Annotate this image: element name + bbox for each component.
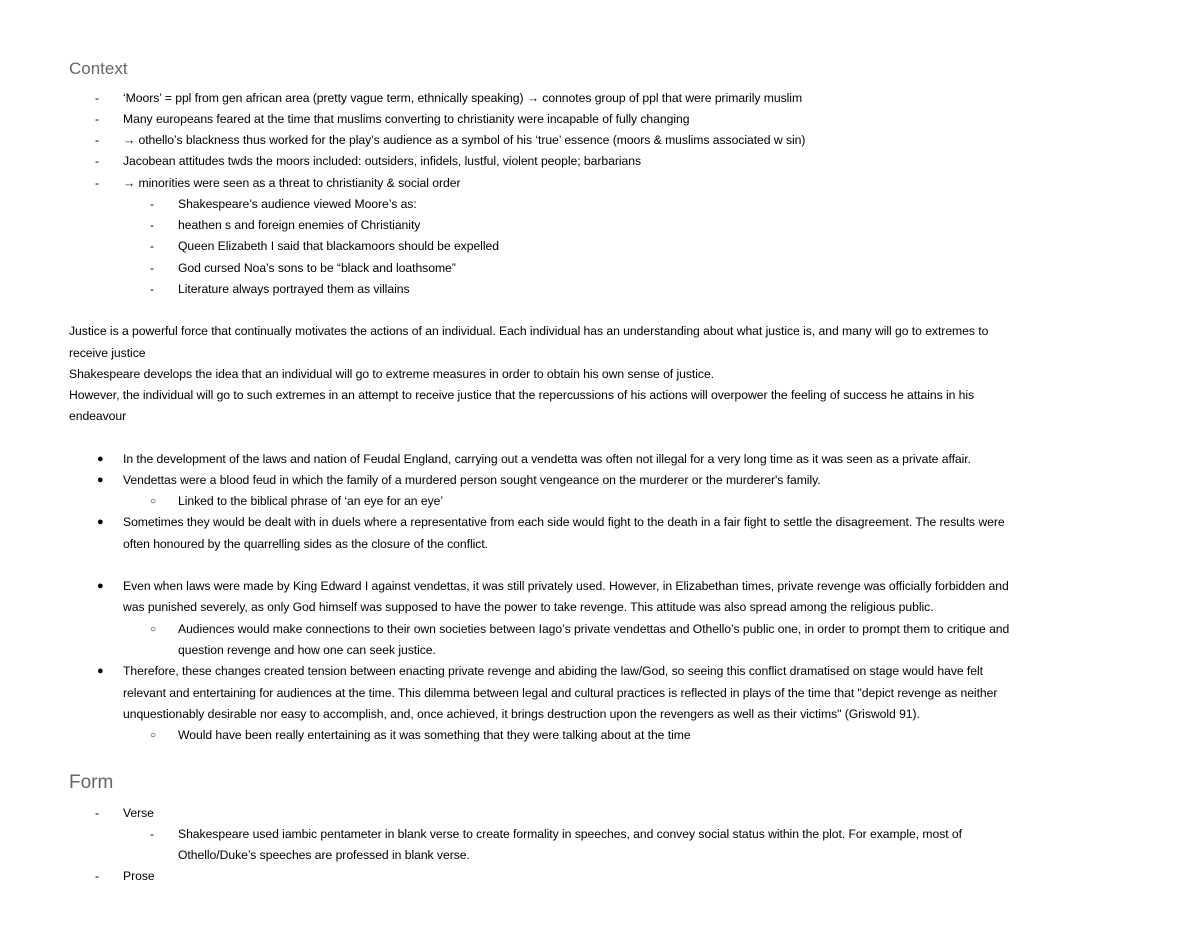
vendetta-bullet-edward-cont: was punished severely, as only God himself was supposed to have the power to take revenge. This attitude was also spread among the religious public. bbox=[123, 600, 934, 614]
dash-marker: - bbox=[95, 154, 99, 168]
vendetta-bullet-tension-cont: relevant and entertaining for audiences at the time. This dilemma between legal and cultural practices is reflected in plays of the time that "depict revenge as neither bbox=[123, 686, 998, 700]
context-subitem-heathens: heathen s and foreign enemies of Christianity bbox=[178, 218, 421, 232]
dash-marker: - bbox=[95, 869, 99, 883]
vendetta-bullet-blood-feud: Vendettas were a blood feud in which the family of a murdered person sought vengeance on the murderer or the murderer's family. bbox=[123, 473, 821, 487]
dash-marker: - bbox=[150, 261, 154, 275]
form-heading: Form bbox=[69, 772, 114, 793]
justice-paragraph-line: receive justice bbox=[69, 346, 146, 360]
vendetta-bullet-duels: Sometimes they would be dealt with in duels where a representative from each side would fight to the death in a fair fight to settle the disagreement. The results were bbox=[123, 515, 1005, 529]
bullet-circle-marker: ○ bbox=[150, 496, 157, 507]
context-item-minorities: → minorities were seen as a threat to christianity & social order bbox=[123, 176, 461, 190]
bullet-circle-marker: ○ bbox=[150, 624, 157, 635]
dash-marker: - bbox=[95, 176, 99, 190]
form-subitem-iambic-cont: Othello/Duke’s speeches are professed in blank verse. bbox=[178, 848, 470, 862]
dash-marker: - bbox=[95, 133, 99, 147]
vendetta-sub-audiences: Audiences would make connections to their own societies between Iago’s private vendettas and Othello’s public one, in order to prompt them to critique and bbox=[178, 622, 1010, 636]
justice-paragraph-line: Justice is a powerful force that continually motivates the actions of an individual. Each individual has an understanding about what justice is, and many will go to extremes to bbox=[69, 324, 989, 338]
shakespeare-paragraph: Shakespeare develops the idea that an individual will go to extreme measures in order to obtain his own sense of justice. bbox=[69, 367, 715, 381]
dash-marker: - bbox=[95, 112, 99, 126]
dash-marker: - bbox=[150, 218, 154, 232]
dash-marker: - bbox=[95, 806, 99, 820]
bullet-dot-marker: ● bbox=[97, 453, 104, 465]
vendetta-sub-eye-for-eye: Linked to the biblical phrase of ‘an eye for an eye’ bbox=[178, 494, 444, 508]
bullet-dot-marker: ● bbox=[97, 580, 104, 592]
bullet-circle-marker: ○ bbox=[150, 730, 157, 741]
context-item-jacobean: Jacobean attitudes twds the moors included: outsiders, infidels, lustful, violent people; barbarians bbox=[123, 154, 642, 168]
context-subitem-elizabeth: Queen Elizabeth I said that blackamoors should be expelled bbox=[178, 239, 499, 253]
bullet-dot-marker: ● bbox=[97, 516, 104, 528]
bullet-dot-marker: ● bbox=[97, 665, 104, 677]
form-item-verse: Verse bbox=[123, 806, 154, 820]
vendetta-bullet-feudal: In the development of the laws and nation of Feudal England, carrying out a vendetta was often not illegal for a very long time as it was seen as a private affair. bbox=[123, 452, 971, 466]
context-subitem-literature: Literature always portrayed them as villains bbox=[178, 282, 410, 296]
context-subitem-audience: Shakespeare’s audience viewed Moore’s as: bbox=[178, 197, 417, 211]
context-item-moors: ‘Moors’ = ppl from gen african area (pretty vague term, ethnically speaking) → connotes group of ppl that were primarily muslim bbox=[123, 91, 803, 105]
context-item-europeans: Many europeans feared at the time that muslims converting to christianity were incapable of fully changing bbox=[123, 112, 690, 126]
form-item-prose: Prose bbox=[123, 869, 155, 883]
vendetta-sub-audiences-cont: question revenge and how one can seek justice. bbox=[178, 643, 436, 657]
dash-marker: - bbox=[150, 827, 154, 841]
vendetta-sub-entertaining: Would have been really entertaining as it was something that they were talking about at the time bbox=[178, 728, 691, 742]
however-paragraph-line: endeavour bbox=[69, 409, 127, 423]
context-heading: Context bbox=[69, 59, 128, 78]
dash-marker: - bbox=[150, 282, 154, 296]
context-item-blackness: → othello’s blackness thus worked for the play’s audience as a symbol of his ‘true’ essence (moors & muslims associated w sin) bbox=[123, 133, 806, 147]
form-subitem-iambic: Shakespeare used iambic pentameter in blank verse to create formality in speeches, and convey social status within the plot. For example, most of bbox=[178, 827, 962, 841]
vendetta-bullet-tension: Therefore, these changes created tension between enacting private revenge and abiding the law/God, so seeing this conflict dramatised on stage would have felt bbox=[123, 664, 983, 678]
dash-marker: - bbox=[95, 91, 99, 105]
bullet-dot-marker: ● bbox=[97, 474, 104, 486]
vendetta-bullet-duels-cont: often honoured by the quarrelling sides as the closure of the conflict. bbox=[123, 537, 489, 551]
vendetta-bullet-edward: Even when laws were made by King Edward I against vendettas, it was still privately used. However, in Elizabethan times, private revenge was officially forbidden and bbox=[123, 579, 1009, 593]
dash-marker: - bbox=[150, 239, 154, 253]
vendetta-bullet-tension-cont: unquestionably desirable nor easy to accomplish, and, once achieved, it brings destruction upon the revengers as well as their victims" (Griswold 91). bbox=[123, 707, 920, 721]
context-subitem-noa: God cursed Noa’s sons to be “black and loathsome” bbox=[178, 261, 456, 275]
dash-marker: - bbox=[150, 197, 154, 211]
however-paragraph-line: However, the individual will go to such extremes in an attempt to receive justice that the repercussions of his actions will overpower the feeling of success he attains in his bbox=[69, 388, 975, 402]
